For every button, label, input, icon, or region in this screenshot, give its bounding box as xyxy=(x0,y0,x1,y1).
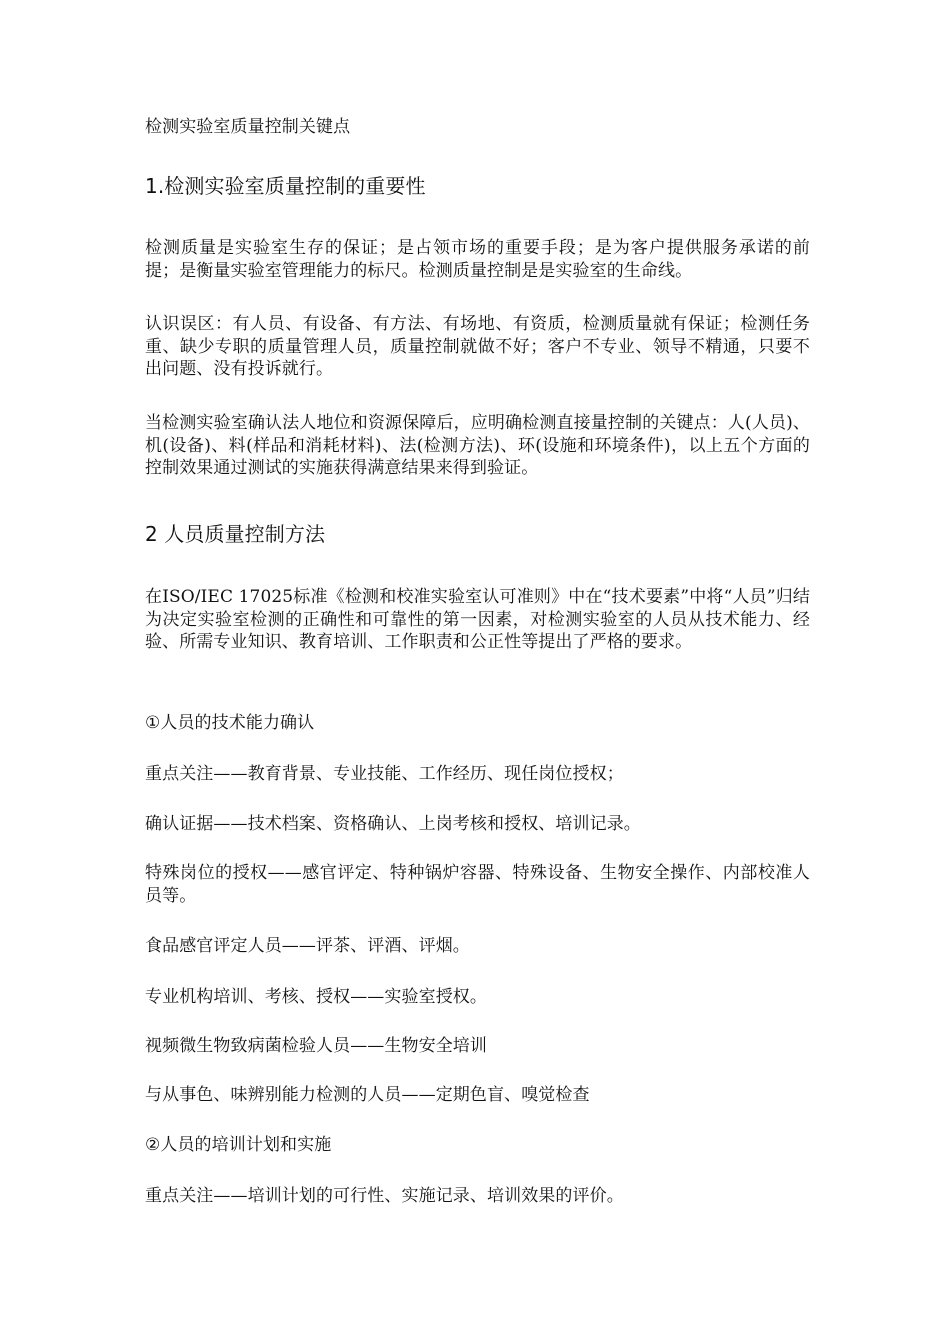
section-2-intro: 在ISO/IEC 17025标准《检测和校准实验室认可准则》中在“技术要素”中将“人员”归结为决定实验室检测的正确性和可靠性的第一因素，对检测实验室的人员从技术能力、经验、所需专业知识、教育培训、工作职责和公正性等提出了严格的要求。 xyxy=(145,587,810,652)
section-1-paragraph-3: 当检测实验室确认法人地位和资源保障后，应明确检测直接量控制的关键点：人(人员)、机(设备)、料(样品和消耗材料)、法(检测方法)、环(设施和环境条件)，以上五个方面的控制效果通过测试的实施获得满意结果来得到验证。 xyxy=(145,413,810,478)
subsection-1-item-1: 重点关注——教育背景、专业技能、工作经历、现任岗位授权； xyxy=(145,764,624,784)
subsection-1-item-2: 确认证据——技术档案、资格确认、上岗考核和授权、培训记录。 xyxy=(145,814,641,834)
subsection-1-item-4: 食品感官评定人员——评茶、评酒、评烟。 xyxy=(145,936,470,956)
document-title: 检测实验室质量控制关键点 xyxy=(145,117,351,137)
section-1-heading: 1.检测实验室质量控制的重要性 xyxy=(145,174,426,198)
section-1-paragraph-1: 检测质量是实验室生存的保证；是占领市场的重要手段；是为客户提供服务承诺的前提；是衡量实验室管理能力的标尺。检测质量控制是是实验室的生命线。 xyxy=(145,238,810,281)
subsection-1-item-3: 特殊岗位的授权——感官评定、特种锅炉容器、特殊设备、生物安全操作、内部校准人员等。 xyxy=(145,863,810,906)
subsection-2-heading: ②人员的培训计划和实施 xyxy=(145,1135,332,1155)
section-2-heading: 2 人员质量控制方法 xyxy=(145,522,326,546)
subsection-1-item-5: 专业机构培训、考核、授权——实验室授权。 xyxy=(145,987,487,1007)
subsection-1-heading: ①人员的技术能力确认 xyxy=(145,713,315,733)
subsection-1-item-7: 与从事色、味辨别能力检测的人员——定期色盲、嗅觉检查 xyxy=(145,1085,590,1105)
section-1-paragraph-2: 认识误区：有人员、有设备、有方法、有场地、有资质，检测质量就有保证；检测任务重、缺少专职的质量管理人员，质量控制就做不好；客户不专业、领导不精通，只要不出问题、没有投诉就行。 xyxy=(145,314,810,379)
subsection-1-item-6: 视频微生物致病菌检验人员——生物安全培训 xyxy=(145,1036,487,1056)
subsection-2-item-1: 重点关注——培训计划的可行性、实施记录、培训效果的评价。 xyxy=(145,1186,624,1206)
